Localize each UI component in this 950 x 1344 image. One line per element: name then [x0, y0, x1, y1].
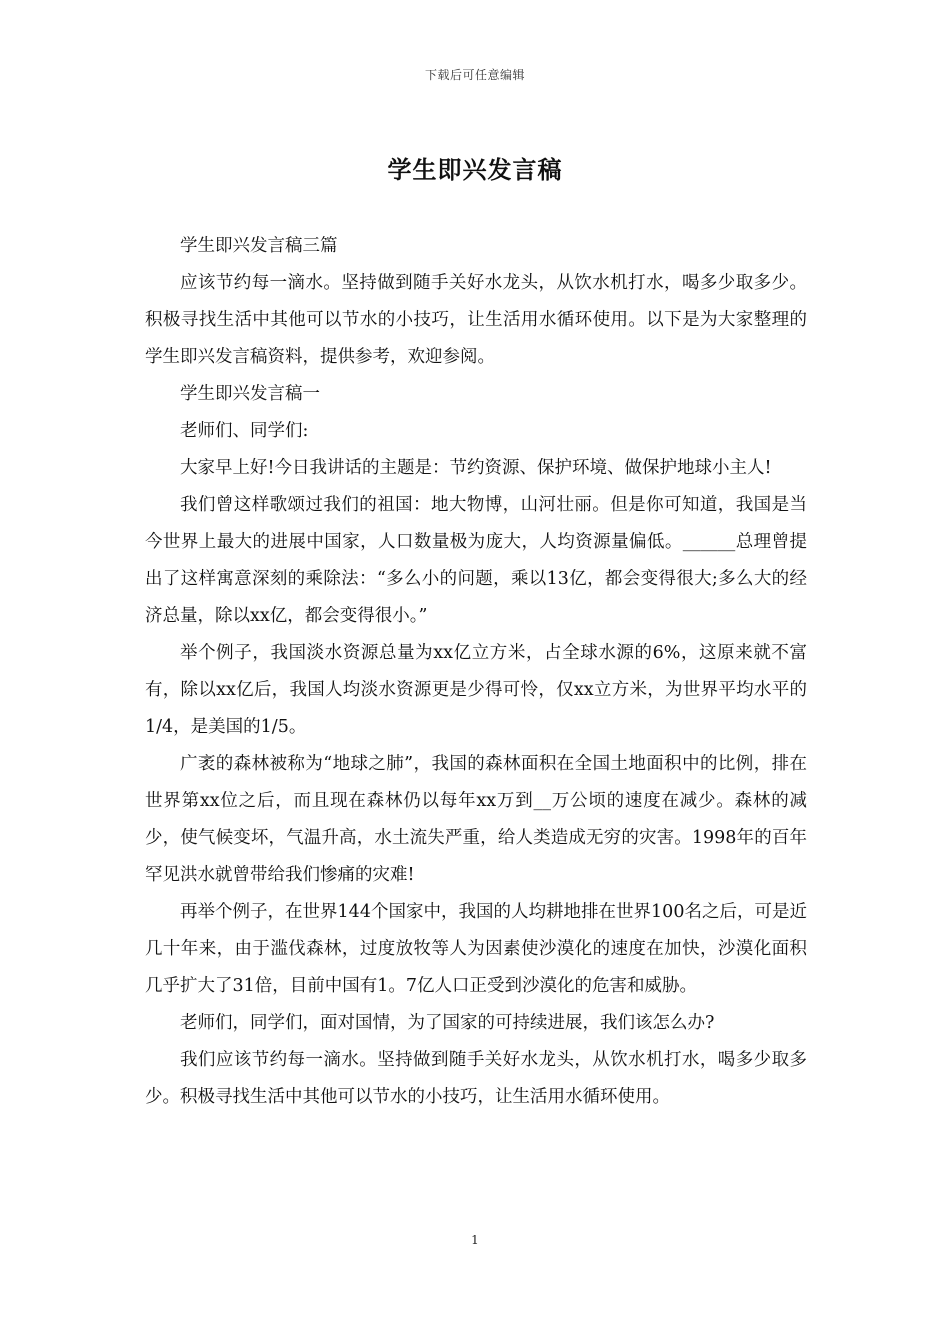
paragraph-body: 我们曾这样歌颂过我们的祖国：地大物博，山河壮丽。但是你可知道，我国是当今世界上最大的进展中国家，人口数量极为庞大，人均资源量偏低。______总理曾提出了这样寓意深刻的乘除法：“多么小的问题，乘以13亿，都会变得很大;多么大的经济总量，除以xx亿，都会变得很小。” [145, 495, 807, 626]
paragraph-section-heading: 学生即兴发言稿一 [180, 384, 320, 404]
paragraph-body: 再举个例子，在世界144个国家中，我国的人均耕地排在世界100名之后，可是近几十年来，由于滥伐森林，过度放牧等人为因素使沙漠化的速度在加快，沙漠化面积几乎扩大了31倍，目前中国有1。7亿人口正受到沙漠化的危害和威胁。 [145, 902, 807, 996]
page-header-note: 下载后可任意编辑 [424, 68, 525, 82]
paragraph-greeting: 大家早上好!今日我讲话的主题是：节约资源、保护环境、做保护地球小主人! [180, 458, 772, 478]
paragraph-body: 举个例子，我国淡水资源总量为xx亿立方米，占全球水源的6%，这原来就不富有，除以xx亿后，我国人均淡水资源更是少得可怜，仅xx立方米，为世界平均水平的1/4，是美国的1/5。 [145, 643, 807, 737]
paragraph-subtitle: 学生即兴发言稿三篇 [180, 236, 338, 256]
paragraph-body: 我们应该节约每一滴水。坚持做到随手关好水龙头，从饮水机打水，喝多少取多少。积极寻找生活中其他可以节水的小技巧，让生活用水循环使用。 [145, 1050, 807, 1107]
document-body [145, 228, 807, 1116]
paragraph-intro: 应该节约每一滴水。坚持做到随手关好水龙头，从饮水机打水，喝多少取多少。积极寻找生活中其他可以节水的小技巧，让生活用水循环使用。以下是为大家整理的学生即兴发言稿资料，提供参考，欢迎参阅。 [145, 273, 807, 367]
page-number: 1 [471, 1233, 479, 1247]
paragraph-body: 老师们，同学们，面对国情，为了国家的可持续进展，我们该怎么办? [180, 1013, 715, 1033]
document-title: 学生即兴发言稿 [387, 155, 563, 184]
paragraph-body: 广袤的森林被称为“地球之肺”，我国的森林面积在全国土地面积中的比例，排在世界第xx位之后，而且现在森林仍以每年xx万到__万公顷的速度在减少。森林的减少，使气候变坏，气温升高，水土流失严重，给人类造成无穷的灾害。1998年的百年罕见洪水就曾带给我们惨痛的灾难! [145, 754, 807, 885]
paragraph-salutation: 老师们、同学们: [180, 421, 309, 441]
